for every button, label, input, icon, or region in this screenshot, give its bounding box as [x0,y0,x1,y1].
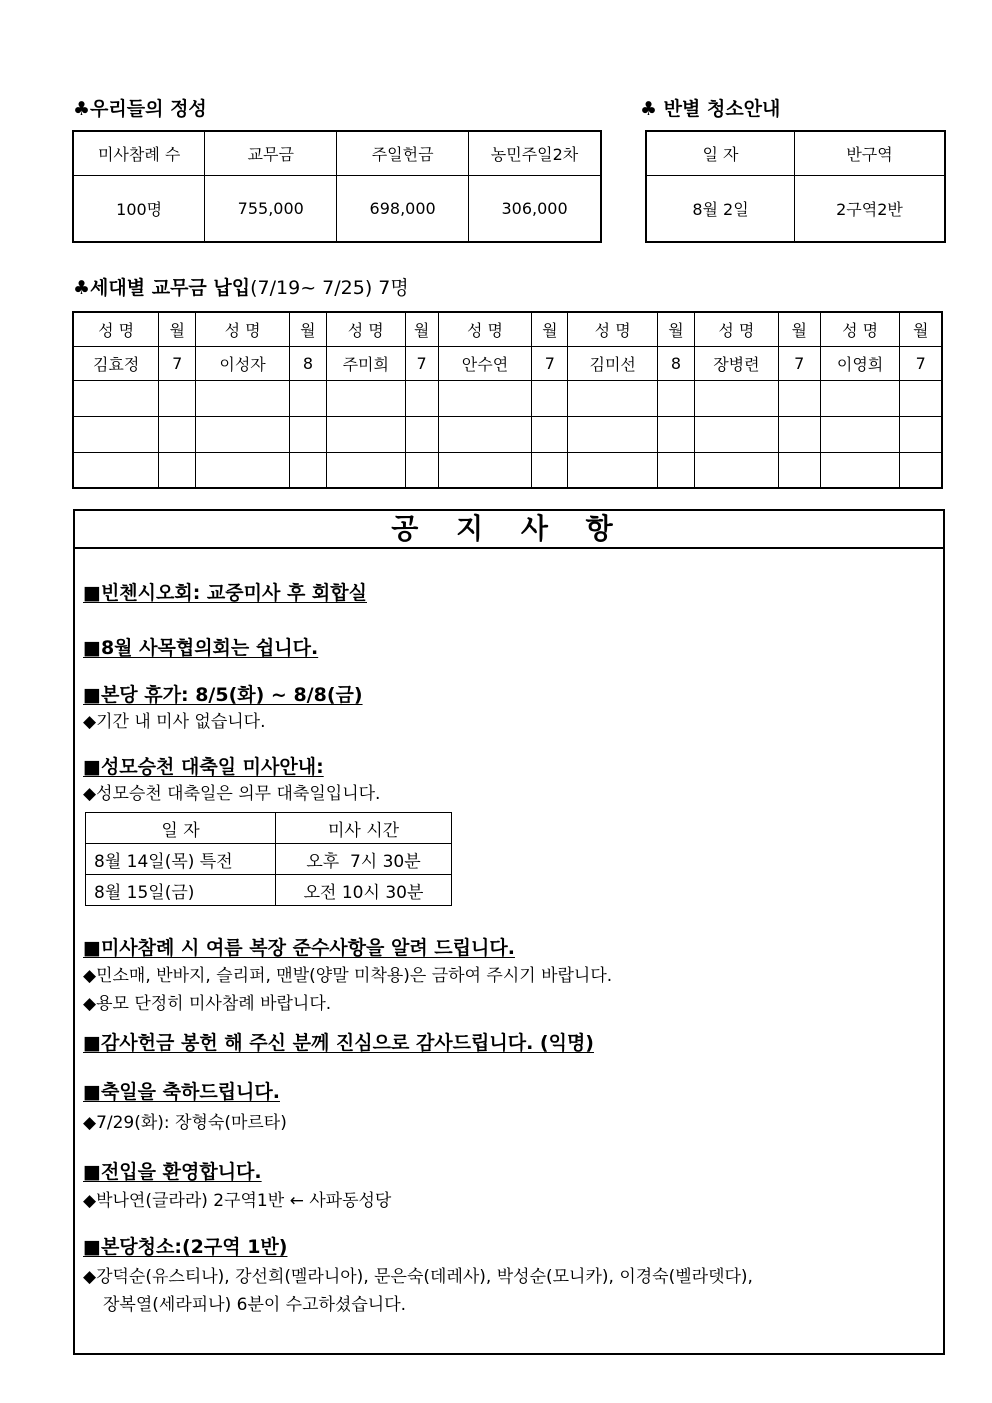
dues-title-label: ♣세대별 교무금 납입 [73,277,251,299]
mass-time: 오후 7시 30분 [276,844,452,875]
dues-header-name: 성 명 [568,312,658,346]
dues-table [72,311,943,489]
cleaning-header-group: 반구역 [795,131,946,175]
notice-dress-note1: ◆민소매, 반바지, 슬리퍼, 맨발(양말 미착용)은 금하여 주시기 바랍니다. [83,966,613,986]
offering-header-dues: 교무금 [205,131,337,175]
notice-welcome-note: ◆박나연(글라라) 2구역1반 ← 사파동성당 [83,1191,392,1211]
mass-schedule-table [85,812,452,906]
dues-header-month: 월 [405,312,438,346]
dues-entry-name: 장병련 [694,346,778,380]
notice-assumption: ■성모승천 대축일 미사안내: [83,756,324,778]
offering-table [72,130,602,243]
dues-header-name: 성 명 [196,312,290,346]
offering-header-sunday: 주일헌금 [337,131,469,175]
notice-title: 공 지 사 항 [75,511,943,549]
notice-feast-note: ◆7/29(화): 장형숙(마르타) [83,1113,287,1133]
notice-cleanup: ■본당청소:(2구역 1반) [83,1236,288,1258]
dues-entry-month: 7 [900,346,942,380]
dues-entry-name: 김효정 [73,346,159,380]
dues-entry-month: 7 [532,346,568,380]
dues-entry-month: 7 [159,346,196,380]
notice-vacation-note: ◆기간 내 미사 없습니다. [83,712,266,732]
table-row [73,346,942,380]
cleaning-header-date: 일 자 [646,131,795,175]
mass-header-date: 일 자 [86,813,276,844]
mass-date: 8월 14일(목) 특전 [86,844,276,875]
dues-header-name: 성 명 [694,312,778,346]
offering-value-sunday: 698,000 [337,175,469,242]
table-row [73,416,942,452]
dues-entry-month: 7 [778,346,820,380]
dues-header-month: 월 [658,312,695,346]
notice-dress: ■미사참례 시 여름 복장 준수사항을 알려 드립니다. [83,937,515,959]
offering-value-farmers: 306,000 [469,175,601,242]
dues-header-name: 성 명 [326,312,405,346]
notice-council: ■8월 사목협의회는 쉽니다. [83,637,319,659]
notice-thanks: ■감사헌금 봉헌 해 주신 분께 진심으로 감사드립니다. (익명) [83,1032,594,1054]
notice-vacation: ■본당 휴가: 8/5(화) ~ 8/8(금) [83,684,363,706]
dues-entry-name: 이영희 [820,346,900,380]
table-row [86,844,452,875]
dues-entry-month: 8 [289,346,326,380]
dues-entry-name: 김미선 [568,346,658,380]
dues-header-month: 월 [900,312,942,346]
dues-entry-month: 7 [405,346,438,380]
notice-welcome: ■전입을 환영합니다. [83,1161,262,1183]
dues-header-month: 월 [159,312,196,346]
dues-entry-name: 이성자 [196,346,290,380]
offering-header-attendance: 미사참례 수 [73,131,205,175]
cleaning-table [645,130,946,243]
dues-entry-name: 주미희 [326,346,405,380]
mass-date: 8월 15일(금) [86,875,276,906]
notice-vincent: ■빈첸시오회: 교중미사 후 회합실 [83,582,367,604]
cleaning-value-group: 2구역2반 [795,175,946,242]
dues-header-name: 성 명 [73,312,159,346]
offering-header-farmers: 농민주일2차 [469,131,601,175]
dues-entry-month: 8 [658,346,695,380]
offering-title: ♣우리들의 정성 [73,98,207,120]
notice-assumption-note: ◆성모승천 대축일은 의무 대축일입니다. [83,784,381,804]
offering-value-dues: 755,000 [205,175,337,242]
table-row [73,380,942,416]
notice-dress-note2: ◆용모 단정히 미사참례 바랍니다. [83,994,332,1014]
dues-entry-name: 안수연 [438,346,532,380]
notice-feast: ■축일을 축하드립니다. [83,1081,280,1103]
table-row [86,875,452,906]
dues-header-month: 월 [532,312,568,346]
notice-cleanup-note2: 장복열(세라피나) 6분이 수고하셨습니다. [103,1295,407,1315]
dues-header-name: 성 명 [438,312,532,346]
dues-header-name: 성 명 [820,312,900,346]
dues-title [73,273,409,300]
dues-header-month: 월 [778,312,820,346]
mass-time: 오전 10시 30분 [276,875,452,906]
cleaning-value-date: 8월 2일 [646,175,795,242]
dues-header-month: 월 [289,312,326,346]
offering-value-attendance: 100명 [73,175,205,242]
table-row [73,452,942,488]
dues-title-range: (7/19~ 7/25) 7명 [250,277,409,299]
notice-cleanup-note1: ◆강덕순(유스티나), 강선희(멜라니아), 문은숙(데레사), 박성순(모니카), 이경숙(벨라뎃다), [83,1267,753,1287]
cleaning-title: ♣ 반별 청소안내 [640,98,781,120]
mass-header-time: 미사 시간 [276,813,452,844]
